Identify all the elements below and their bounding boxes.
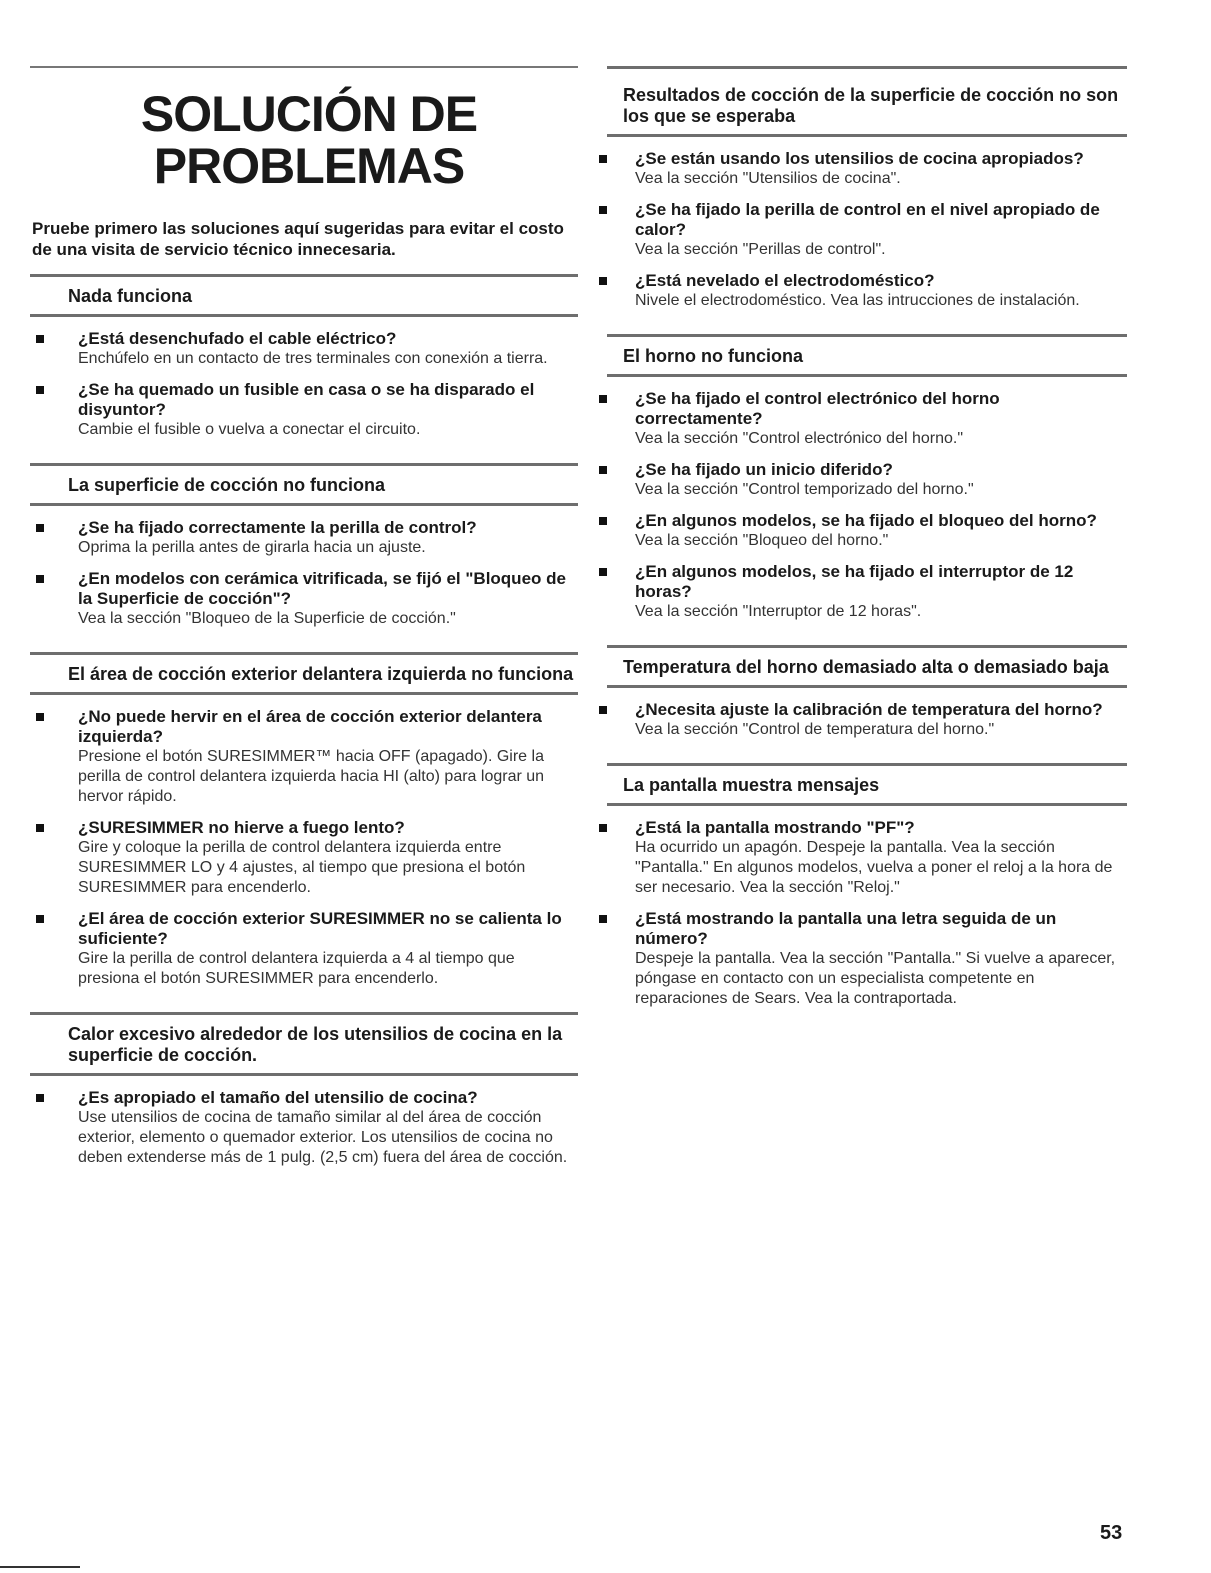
right-column xyxy=(607,66,1127,1032)
question: ¿Necesita ajuste la calibración de temperatura del horno? xyxy=(635,700,1103,719)
list-item xyxy=(607,909,1127,1009)
question: ¿Está mostrando la pantalla una letra seguida de un número? xyxy=(635,909,1057,948)
list-item xyxy=(607,149,1127,189)
answer: Nivele el electrodoméstico. Vea las intrucciones de instalación. xyxy=(635,292,1080,309)
answer: Gire la perilla de control delantera izquierda a 4 al tiempo que presiona el botón SURESIMMER para encenderlo. xyxy=(78,950,515,987)
section-items xyxy=(607,688,1127,763)
left-column xyxy=(30,66,578,1191)
question: ¿Se ha fijado el control electrónico del horno correctamente? xyxy=(635,389,1000,428)
section-heading: La pantalla muestra mensajes xyxy=(623,775,880,795)
section-heading: El horno no funciona xyxy=(623,346,803,366)
question: ¿Está la pantalla mostrando "PF"? xyxy=(635,818,915,837)
section-heading: El área de cocción exterior delantera izquierda no funciona xyxy=(68,664,574,684)
square-bullet-icon xyxy=(599,395,607,403)
answer: Vea la sección "Interruptor de 12 horas". xyxy=(635,603,922,620)
answer: Vea la sección "Bloqueo del horno." xyxy=(635,532,889,549)
section-heading: La superficie de cocción no funciona xyxy=(68,475,386,495)
question: ¿Se ha fijado un inicio diferido? xyxy=(635,460,893,479)
square-bullet-icon xyxy=(36,1094,44,1102)
list-item xyxy=(607,460,1127,500)
square-bullet-icon xyxy=(599,706,607,714)
answer: Vea la sección "Control electrónico del horno." xyxy=(635,430,963,447)
section-heading: Nada funciona xyxy=(68,286,193,306)
section-items xyxy=(607,137,1127,334)
question: ¿Es apropiado el tamaño del utensilio de cocina? xyxy=(78,1088,478,1107)
answer: Cambie el fusible o vuelva a conectar el circuito. xyxy=(78,421,421,438)
answer: Ha ocurrido un apagón. Despeje la pantalla. Vea la sección "Pantalla." En algunos modelos, vuelva a poner el reloj a la hora de ser necesario. Vea la sección "Reloj." xyxy=(635,839,1113,896)
bottom-rule xyxy=(0,1566,80,1568)
answer: Vea la sección "Bloqueo de la Superficie de cocción." xyxy=(78,610,456,627)
list-item xyxy=(30,518,578,558)
square-bullet-icon xyxy=(36,335,44,343)
question: ¿El área de cocción exterior SURESIMMER no se calienta lo suficiente? xyxy=(78,909,562,948)
question: ¿En algunos modelos, se ha fijado el bloqueo del horno? xyxy=(635,511,1097,530)
square-bullet-icon xyxy=(36,713,44,721)
square-bullet-icon xyxy=(599,517,607,525)
list-item xyxy=(30,909,578,989)
square-bullet-icon xyxy=(599,568,607,576)
top-rule xyxy=(30,66,578,68)
list-item xyxy=(607,200,1127,260)
question: ¿Está nevelado el electrodoméstico? xyxy=(635,271,935,290)
list-item xyxy=(30,707,578,807)
section-items xyxy=(30,317,578,463)
answer: Oprima la perilla antes de girarla hacia un ajuste. xyxy=(78,539,426,556)
answer: Vea la sección "Control temporizado del horno." xyxy=(635,481,974,498)
question: ¿Se ha fijado correctamente la perilla de control? xyxy=(78,518,477,537)
section-items xyxy=(30,1076,578,1191)
square-bullet-icon xyxy=(36,524,44,532)
square-bullet-icon xyxy=(599,915,607,923)
page-title-line1: SOLUCIÓN DE xyxy=(140,86,478,142)
answer: Despeje la pantalla. Vea la sección "Pantalla." Si vuelve a aparecer, póngase en contacto con un especialista competente en reparaciones de Sears. Vea la contraportada. xyxy=(635,950,1116,1007)
page-title xyxy=(30,88,578,192)
section-items xyxy=(30,506,578,652)
list-item xyxy=(607,511,1127,551)
left-sections xyxy=(30,274,578,1191)
answer: Vea la sección "Perillas de control". xyxy=(635,241,886,258)
question: ¿No puede hervir en el área de cocción exterior delantera izquierda? xyxy=(78,707,542,746)
question: ¿Se ha quemado un fusible en casa o se ha disparado el disyuntor? xyxy=(78,380,535,419)
right-sections xyxy=(607,66,1127,1032)
intro-text: Pruebe primero las soluciones aquí sugeridas para evitar el costo de una visita de servicio técnico innecesaria. xyxy=(32,219,564,259)
section-items xyxy=(30,695,578,1012)
question: ¿En algunos modelos, se ha fijado el interruptor de 12 horas? xyxy=(635,562,1074,601)
answer: Use utensilios de cocina de tamaño similar al del área de cocción exterior, elemento o quemador exterior. Los utensilios de cocina no deben extenderse más de 1 pulg. (2,5 cm) fuera del área de cocción. xyxy=(78,1109,568,1166)
page-title-line2: PROBLEMAS xyxy=(153,138,465,194)
list-item xyxy=(30,329,578,369)
question: ¿Está desenchufado el cable eléctrico? xyxy=(78,329,397,348)
answer: Presione el botón SURESIMMER™ hacia OFF (apagado). Gire la perilla de control delantera izquierda hacia HI (alto) para lograr un hervor rápido. xyxy=(78,748,545,805)
question: ¿SURESIMMER no hierve a fuego lento? xyxy=(78,818,405,837)
list-item xyxy=(607,818,1127,898)
square-bullet-icon xyxy=(599,206,607,214)
section-heading: Calor excesivo alrededor de los utensilios de cocina en la superficie de cocción. xyxy=(68,1024,563,1065)
question: ¿En modelos con cerámica vitrificada, se fijó el "Bloqueo de la Superficie de cocción"? xyxy=(78,569,566,608)
answer: Enchúfelo en un contacto de tres terminales con conexión a tierra. xyxy=(78,350,548,367)
list-item xyxy=(30,818,578,898)
list-item xyxy=(607,700,1127,740)
square-bullet-icon xyxy=(599,155,607,163)
square-bullet-icon xyxy=(599,277,607,285)
section-items xyxy=(607,377,1127,645)
square-bullet-icon xyxy=(36,824,44,832)
section-items xyxy=(607,806,1127,1032)
square-bullet-icon xyxy=(599,466,607,474)
square-bullet-icon xyxy=(599,824,607,832)
section-heading: Resultados de cocción de la superficie de cocción no son los que se esperaba xyxy=(623,85,1119,126)
question: ¿Se ha fijado la perilla de control en el nivel apropiado de calor? xyxy=(635,200,1100,239)
list-item xyxy=(607,271,1127,311)
list-item xyxy=(607,389,1127,449)
question: ¿Se están usando los utensilios de cocina apropiados? xyxy=(635,149,1084,168)
list-item xyxy=(30,1088,578,1168)
list-item xyxy=(30,569,578,629)
square-bullet-icon xyxy=(36,915,44,923)
list-item xyxy=(607,562,1127,622)
answer: Vea la sección "Utensilios de cocina". xyxy=(635,170,901,187)
answer: Vea la sección "Control de temperatura del horno." xyxy=(635,721,995,738)
answer: Gire y coloque la perilla de control delantera izquierda entre SURESIMMER LO y 4 ajustes, al tiempo que presiona el botón SURESIMMER para encenderlo. xyxy=(78,839,526,896)
square-bullet-icon xyxy=(36,575,44,583)
list-item xyxy=(30,380,578,440)
section-heading: Temperatura del horno demasiado alta o demasiado baja xyxy=(623,657,1109,677)
page-number: 53 xyxy=(1100,1522,1123,1544)
square-bullet-icon xyxy=(36,386,44,394)
